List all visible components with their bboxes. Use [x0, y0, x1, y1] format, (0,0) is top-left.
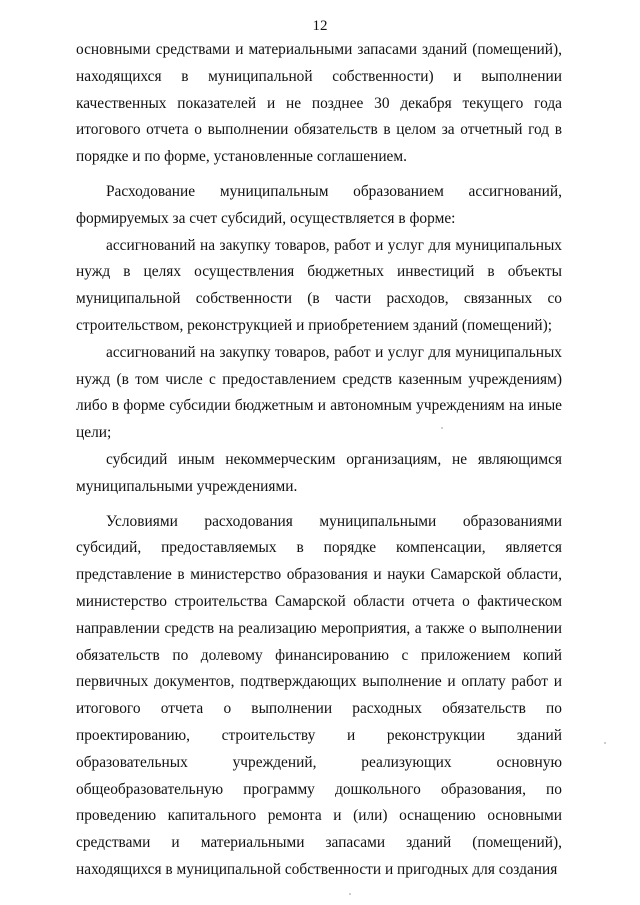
scan-speck — [604, 742, 606, 744]
paragraph-item-investments: ассигнований на закупку товаров, работ и услуг для муниципальных нужд в целях осуществления бюджетных инвестиций в объекты муниципальной собственности (в части расходов, связанных со строительством, реконструкцией и приобретением зданий (помещений); — [76, 236, 562, 334]
document-body — [76, 37, 562, 884]
paragraph-continuation: основными средствами и материальными запасами зданий (помещений), находящихся в муниципальной собственности) и выполнении качественных показателей и не позднее 30 декабря текущего года итогового отчета о выполнении обязательств в целом за отчетный год в порядке и по форме, установленные соглашением. — [76, 41, 562, 166]
page-number: 12 — [312, 18, 328, 34]
scan-speck — [349, 893, 351, 895]
paragraph-spending-form: Расходование муниципальным образованием ассигнований, формируемых за счет субсидий, осуществляется в форме: — [76, 182, 562, 227]
paragraph-item-procurement: ассигнований на закупку товаров, работ и услуг для муниципальных нужд (в том числе с предоставлением средств казенным учреждениям) либо в форме субсидии бюджетным и автономным учреждениям на иные цели; — [76, 343, 562, 442]
paragraph-compensation-conditions: Условиями расходования муниципальными образованиями субсидий, предоставляемых в порядке компенсации, является представление в министерство образования и науки Самарской области, министерство строительства Самарской области отчета о фактическом направлении средств на реализацию мероприятия, а также о выполнении обязательств по долевому финансированию с приложением копий первичных документов, подтверждающих выполнение и оплату работ и итогового отчета о выполнении расходных обязательств по проектированию, строительству и реконструкции зданий образовательных учреждений, реализующих основную общеобразовательную программу дошкольного образования, по проведению капитального ремонта и (или) оснащению основными средствами и материальными запасами зданий (помещений), находящихся в муниципальной собственности и пригодных для создания — [76, 512, 562, 878]
paragraph-item-nonprofit-subsidies: субсидий иным некоммерческим организациям, не являющимся муниципальными учреждениями. — [76, 450, 562, 495]
scan-speck — [441, 427, 443, 429]
